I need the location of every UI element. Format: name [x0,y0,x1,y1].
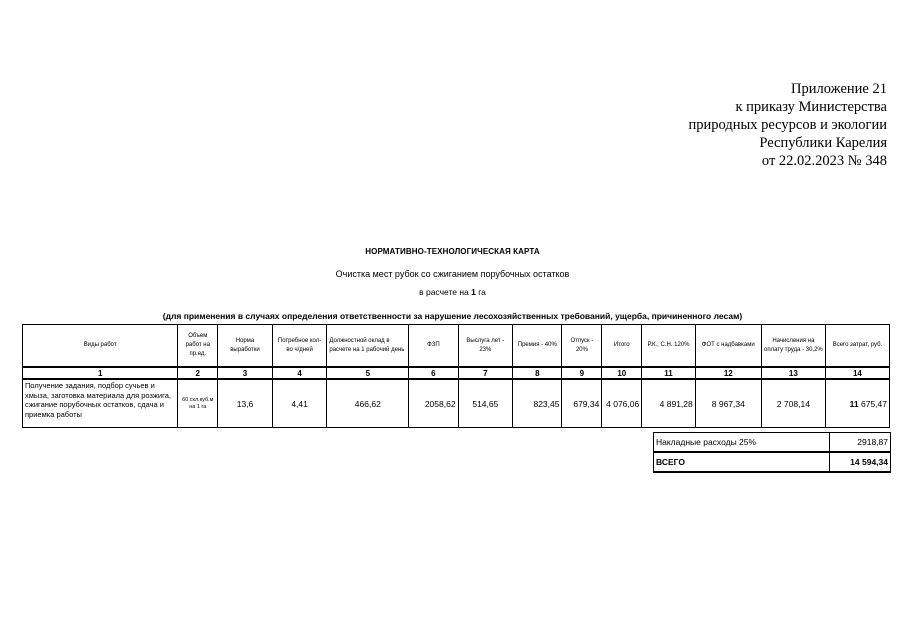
work-description: Получение задания, подбор сучьев и хмыза, заготовка материала для розжига, сжигание порубочных остатков, сдача и приемка работы [23,379,178,428]
regional-coefficient: 4 891,28 [642,379,696,428]
wage-fund: 2058,62 [409,379,458,428]
overhead-row [654,433,891,453]
overhead-value: 2918,87 [830,433,891,453]
unit-prefix: в расчете на [419,287,469,297]
unit-suffix: га [478,287,486,297]
header-cell: Всего затрат, руб. [825,325,889,368]
header-cell: Должностной оклад в расчете на 1 рабочий день [327,325,409,368]
header-cell: Выслуга лет - 23% [458,325,513,368]
column-number: 14 [825,367,889,379]
column-number: 9 [562,367,602,379]
column-number: 12 [695,367,761,379]
header-cell: Итого [602,325,642,368]
column-number: 5 [327,367,409,379]
column-number-row [23,367,890,379]
premium: 823,45 [513,379,562,428]
column-number: 11 [642,367,696,379]
appendix-line-4: Республики Карелия [759,135,887,151]
appendix-header [689,80,887,170]
table-header-row [23,325,890,368]
calculation-unit [0,287,905,297]
document-subtitle: Очистка мест рубок со сжиганием порубочных остатков [335,269,570,279]
appendix-line-1: Приложение 21 [791,81,887,97]
appendix-line-2: к приказу Министерства [735,99,887,115]
payroll-with-allowances: 8 967,34 [695,379,761,428]
header-cell: Норма выработки [218,325,273,368]
column-number: 2 [178,367,218,379]
work-volume: 60 скл.куб.м на 1 га [178,379,218,428]
document-title: НОРМАТИВНО-ТЕХНОЛОГИЧЕСКАЯ КАРТА [365,247,540,256]
appendix-line-3: природных ресурсов и экологии [688,117,887,133]
subtotal: 4 076,06 [602,379,642,428]
column-number: 6 [409,367,458,379]
header-cell: Р.К., С.Н. 120% [642,325,696,368]
grand-total-value: 14 594,34 [830,452,891,472]
column-number: 7 [458,367,513,379]
total-costs [825,379,889,428]
column-number: 1 [23,367,178,379]
application-note: (для применения в случаях определения ответственности за нарушение лесохозяйственных требований, ущерба, причиненного лесам) [162,311,743,321]
vacation-pay: 679,34 [562,379,602,428]
column-number: 3 [218,367,273,379]
payroll-charges: 2 708,14 [761,379,825,428]
header-cell: Виды работ [23,325,178,368]
cost-table [22,324,890,428]
header-cell: Начисления на оплату труда - 30,2% [761,325,825,368]
total-costs-thousands: 11 [849,398,859,409]
appendix-line-5: от 22.02.2023 № 348 [761,153,887,169]
overhead-label: Накладные расходы 25% [654,433,830,453]
summary-table [653,432,891,473]
daily-salary: 466,62 [327,379,409,428]
column-number: 13 [761,367,825,379]
column-number: 8 [513,367,562,379]
grand-total-row [654,452,891,472]
header-cell: ФЗП [409,325,458,368]
table-row [23,379,890,428]
header-cell: Премия - 40% [513,325,562,368]
column-number: 10 [602,367,642,379]
grand-total-label: ВСЕГО [654,452,830,472]
output-norm: 13,6 [218,379,273,428]
header-cell: Объем работ на пр.ед. [178,325,218,368]
seniority-bonus: 514,65 [458,379,513,428]
total-costs-rest: 675,47 [858,398,887,409]
column-number: 4 [272,367,327,379]
required-days: 4,41 [272,379,327,428]
header-cell: ФОТ с надбавками [695,325,761,368]
unit-value: 1 [471,287,476,297]
header-cell: Потребное кол-во ч/дней [272,325,327,368]
header-cell: Отпуск - 20% [562,325,602,368]
